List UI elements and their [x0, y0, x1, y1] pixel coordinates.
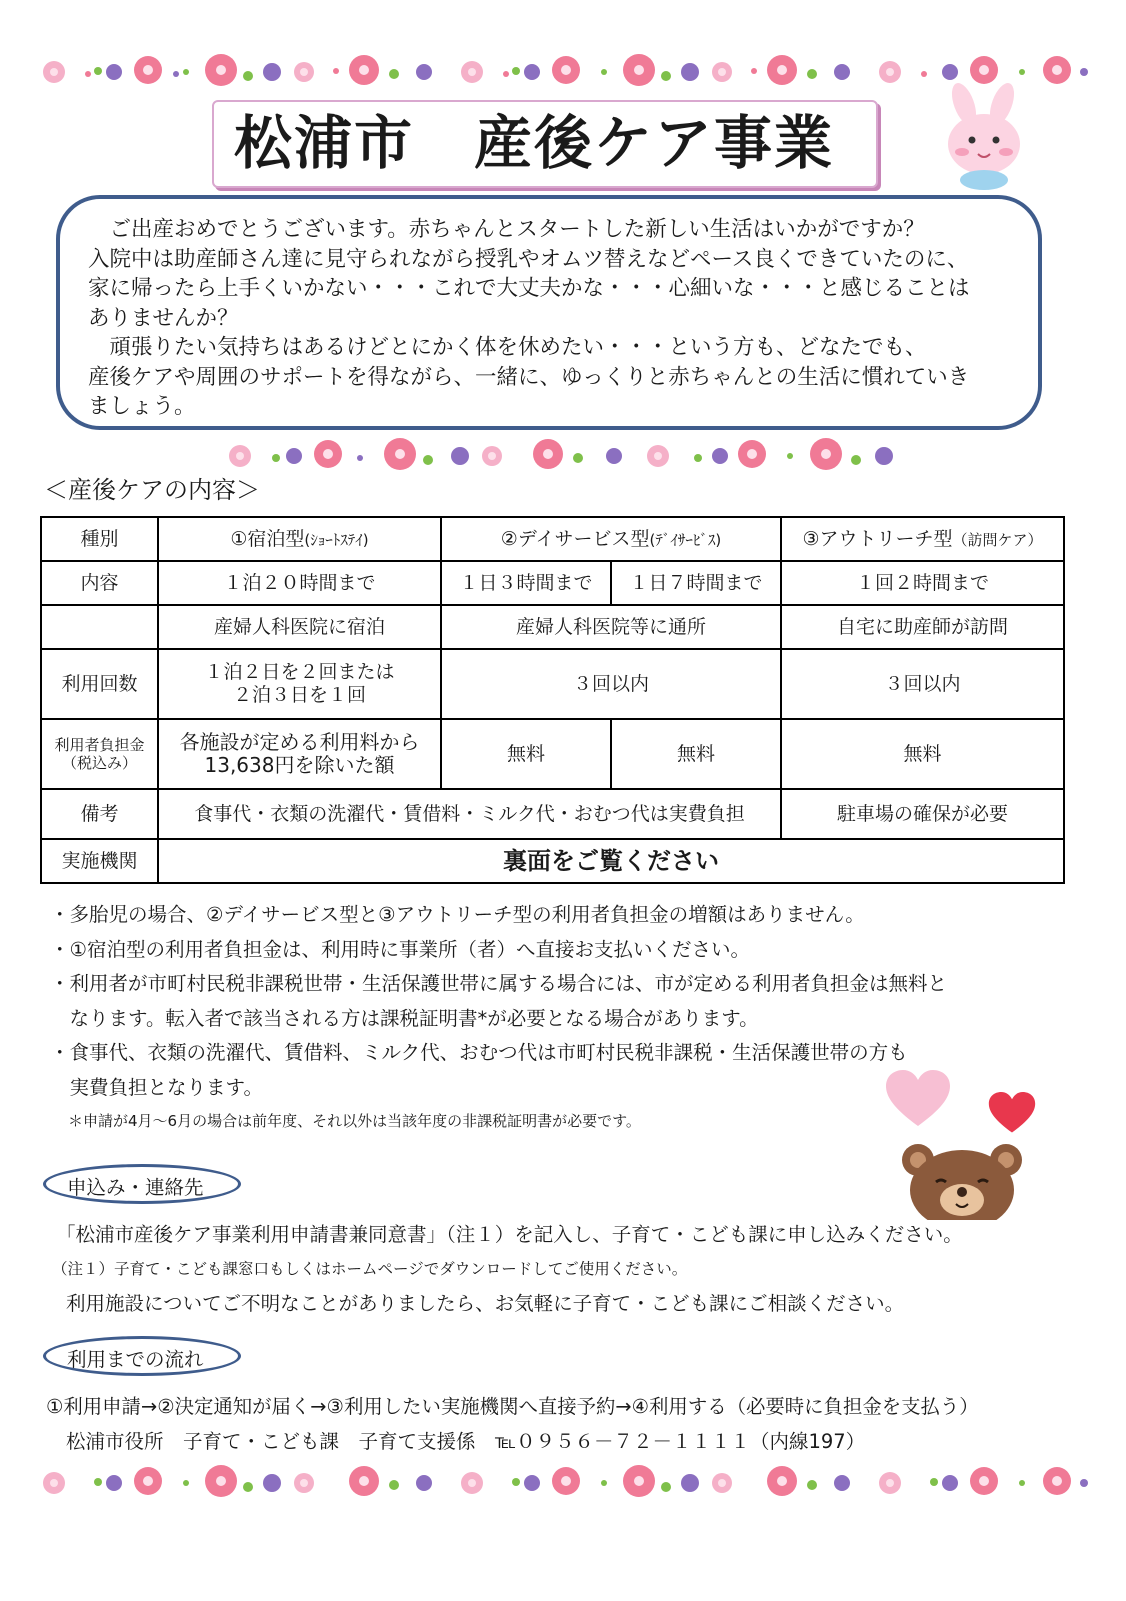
table-row [41, 561, 1064, 605]
type-day [441, 517, 781, 561]
table-row [41, 839, 1064, 883]
type-outreach-sub: （訪問ケア） [952, 530, 1043, 549]
heart-icon [988, 1092, 1036, 1134]
place-outreach: 自宅に助産師が訪問 [781, 605, 1064, 649]
page-title: 松浦市 産後ケア事業 [234, 109, 835, 177]
bunny-icon [936, 82, 1032, 190]
notes-stay-day: 食事代・衣類の洗濯代・賃借料・ミルク代・おむつ代は実費負担 [158, 789, 781, 839]
fee-stay: 各施設が定める利用料から 13,638円を除いた額 [158, 719, 441, 789]
facility-value: 裏面をご覧ください [158, 839, 1064, 883]
type-day-label: ②デイサービス型 [500, 527, 650, 550]
row-label-type: 種別 [41, 517, 158, 561]
fee-day-a: 無料 [441, 719, 611, 789]
type-stay-label: ①宿泊型 [230, 527, 305, 550]
apply-heading: 申込み・連絡先 [67, 1176, 204, 1199]
row-label-content: 内容 [41, 561, 158, 605]
place-stay: 産婦人科医院に宿泊 [158, 605, 441, 649]
content-day-a: １日３時間まで [441, 561, 611, 605]
row-label-notes: 備考 [41, 789, 158, 839]
flow-heading-oval [43, 1336, 241, 1376]
row-label-count: 利用回数 [41, 649, 158, 719]
fee-outreach: 無料 [781, 719, 1064, 789]
table-row [41, 719, 1064, 789]
table-row [41, 649, 1064, 719]
row-label-fee: 利用者負担金 （税込み） [41, 719, 158, 789]
flower-border-bottom [36, 1463, 1096, 1503]
flower-icon [461, 1465, 850, 1497]
section-heading: ＜産後ケアの内容＞ [44, 476, 260, 504]
apply-heading-oval [43, 1164, 241, 1204]
flower-icon [879, 56, 1088, 84]
fee-day-b: 無料 [611, 719, 781, 789]
intro-message-box [56, 195, 1042, 430]
type-day-sub: (ﾃﾞｲｻｰﾋﾞｽ) [649, 530, 722, 549]
content-outreach: １回２時間まで [781, 561, 1064, 605]
flow-text: ①利用申請→②決定通知が届く→③利用したい実施機関へ直接予約→④利用する（必要時に負担金を支払う） [46, 1395, 979, 1418]
type-outreach [781, 517, 1064, 561]
count-day: ３回以内 [441, 649, 781, 719]
apply-text: 「松浦市産後ケア事業利用申請書兼同意書」（注１）を記入し、子育て・こども課に申し込みください。 [56, 1223, 963, 1246]
row-label-facility: 実施機関 [41, 839, 158, 883]
table-row [41, 789, 1064, 839]
flower-icon [461, 54, 850, 86]
contact-text: 松浦市役所 子育て・こども課 子育て支援係 ℡０９５６－７２－１１１１（内線197） [66, 1430, 866, 1453]
bear-icon [896, 1138, 1028, 1220]
table-row [41, 605, 1064, 649]
flower-icon [43, 54, 432, 86]
content-stay: １泊２０時間まで [158, 561, 441, 605]
flow-heading: 利用までの流れ [67, 1348, 204, 1371]
count-stay: １泊２日を２回または ２泊３日を１回 [158, 649, 441, 719]
place-day: 産婦人科医院等に通所 [441, 605, 781, 649]
apply-note: （注１）子育て・こども課窓口もしくはホームページでダウンロードしてご使用ください。 [52, 1260, 688, 1278]
table-row [41, 517, 1064, 561]
title-banner [212, 100, 878, 188]
care-table [40, 516, 1065, 884]
flower-icon [43, 1465, 432, 1497]
type-stay [158, 517, 441, 561]
row-label-empty [41, 605, 158, 649]
flower-icon [879, 1467, 1088, 1495]
type-stay-sub: (ｼｮｰﾄｽﾃｲ) [304, 530, 369, 549]
count-outreach: ３回以内 [781, 649, 1064, 719]
content-day-b: １日７時間まで [611, 561, 781, 605]
notes-list: ・多胎児の場合、②デイサービス型と③アウトリーチ型の利用者負担金の増額はありません。 ・①宿泊型の利用者負担金は、利用時に事業所（者）へ直接お支払いください。 ・利用者が市町村民税非課税世帯・生活保護世帯に属する場合には、市が定める利用者負担金は無料と なります。転入者で該当される方は課税証明書*が必要となる場合があります。 ・食事代、衣類の洗濯代、賃借料、ミルク代、おむつ代は市町村民税非課税・生活保護世帯の方も 実費負担となります。 [50, 903, 948, 1099]
footnote: ＊申請が4月～6月の場合は前年度、それ以外は当該年度の非課税証明書が必要です。 [68, 1112, 641, 1130]
type-outreach-label: ③アウトリーチ型 [802, 527, 953, 550]
heart-icon [886, 1070, 950, 1128]
flower-icon [229, 438, 893, 470]
intro-message: ご出産おめでとうございます。赤ちゃんとスタートした新しい生活はいかがですか？ 入院中は助産師さん達に見守られながら授乳やオムツ替えなどペース良くできていたのに、 家に帰ったら上手くいかない・・・これで大丈夫かな・・・心細いな・・・と感じることは ありませんか？ 頑張りたい気持ちはあるけどとにかく体を休めたい・・・という方も、どなたでも、 産後ケアや周囲のサポートを得ながら、一緒に、ゆっくりと赤ちゃんとの生活に慣れていき ましょう。 [88, 217, 970, 419]
flower-border-middle [220, 436, 900, 476]
apply-consult: 利用施設についてご不明なことがありましたら、お気軽に子育て・こども課にご相談ください。 [66, 1292, 905, 1315]
notes-outreach: 駐車場の確保が必要 [781, 789, 1064, 839]
